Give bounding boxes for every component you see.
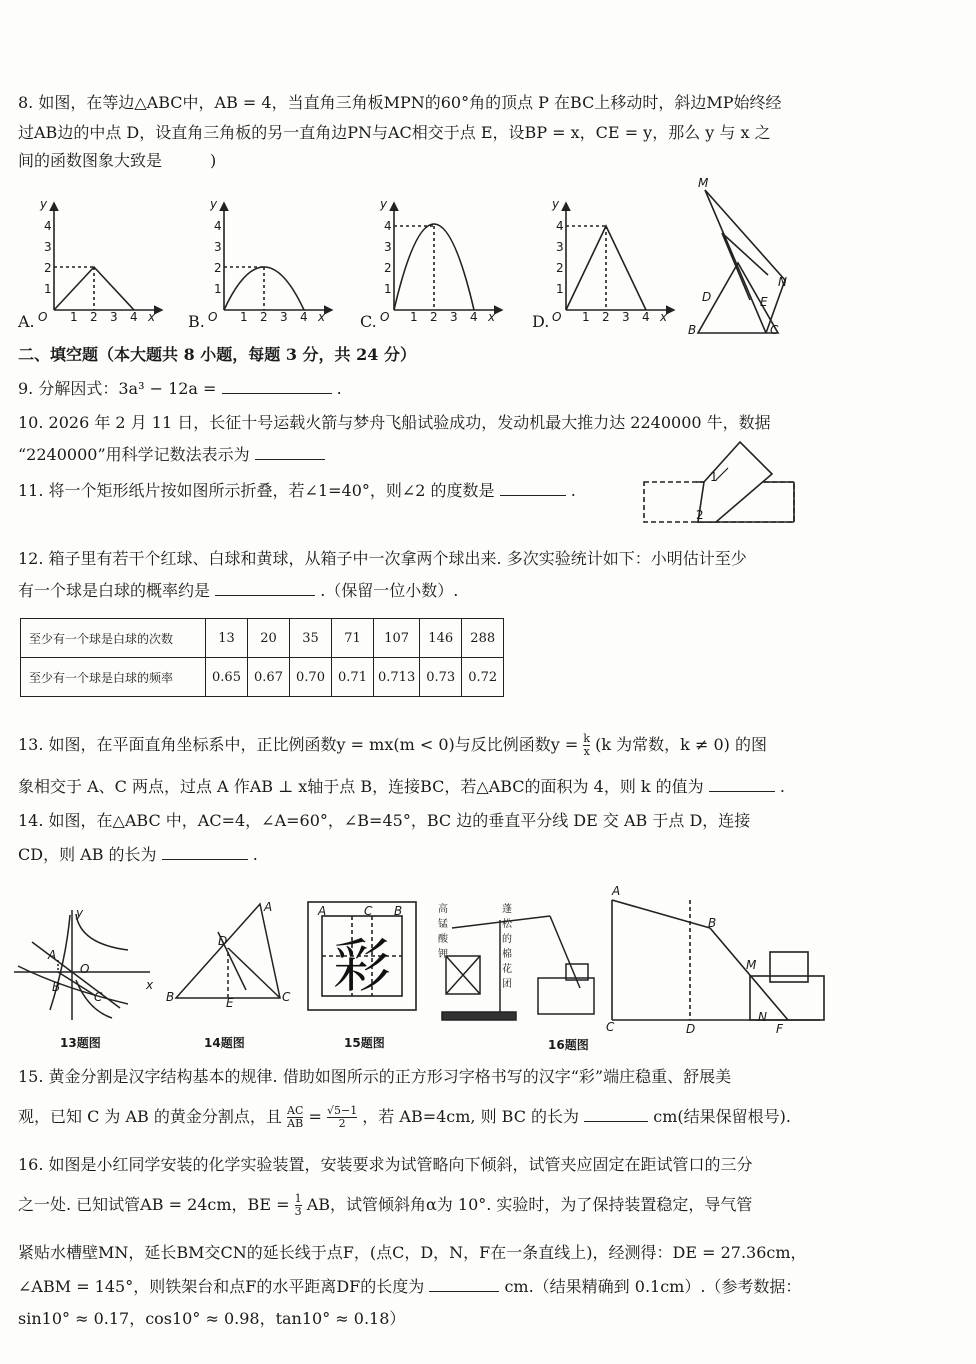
graph-b <box>224 203 332 310</box>
q13-answer-blank[interactable] <box>709 777 775 792</box>
fig16-caption: 16题图 <box>548 1038 589 1052</box>
fig13-caption: 13题图 <box>60 1036 101 1050</box>
q12-line1: 12. 箱子里有若干个红球、白球和黄球，从箱子中一次拿两个球出来. 多次实验统计如下：小明估计至少 <box>18 549 747 568</box>
q9-answer-blank[interactable] <box>222 379 332 394</box>
fig14 <box>176 904 280 998</box>
q10-line2: “2240000”用科学记数法表示为 <box>18 442 325 465</box>
q11-answer-blank[interactable] <box>500 481 566 496</box>
q11-angle2-label: 2 <box>696 508 704 522</box>
section-2-heading: 二、填空题（本大题共 8 小题，每题 3 分，共 24 分） <box>18 345 416 364</box>
q14-line1: 14. 如图，在△ABC 中，AC=4，∠A=60°，∠B=45°，BC 边的垂直平分线 DE 交 AB 于点 D，连接 <box>18 811 751 830</box>
q13-line1: 13. 如图，在平面直角坐标系中，正比例函数y = mx(m < 0)与反比例函数y = $\frac{k}{x}$ (k 为常数，k ≠ 0) 的图 <box>18 732 767 758</box>
option-c-label: C. <box>360 312 377 331</box>
q15-line1: 15. 黄金分割是汉字结构基本的规律. 借助如图所示的正方形习字格书写的汉字“彩”端庄稳重、舒展美 <box>18 1067 732 1086</box>
q16-line5: sin10° ≈ 0.17，cos10° ≈ 0.98，tan10° ≈ 0.18） <box>18 1309 406 1328</box>
q9: 9. 分解因式：3a³ − 12a = . <box>18 379 342 398</box>
q9-text: 9. 分解因式：3a³ − 12a = <box>18 379 217 398</box>
q16-line2: 之一处. 已知试管AB = 24cm，BE = $\frac{1}{3}$ AB，试管倾斜角α为 10°. 实验时，为了保持装置稳定，导气管 <box>18 1192 753 1218</box>
q10-line1: 10. 2026 年 2 月 11 日，长征十号运载火箭与梦舟飞船试验成功，发动机最大推力达 2240000 牛，数据 <box>18 413 771 432</box>
q14-answer-blank[interactable] <box>162 845 248 860</box>
graph-d <box>566 203 674 310</box>
q14-line2: CD，则 AB 的长为 . <box>18 845 258 864</box>
q16-line3: 紧贴水槽壁MN，延长BM交CN的延长线于点F，(点C，D，N，F在一条直线上)，经测得：DE = 27.36cm， <box>18 1243 807 1262</box>
q11: 11. 将一个矩形纸片按如图所示折叠，若∠1=40°，则∠2 的度数是 . <box>18 481 576 500</box>
q8-line1: 8. 如图，在等边△ABC中，AB = 4，当直角三角板MPN的60°角的顶点 P 在BC上移动时，斜边MP始终经 <box>18 93 782 112</box>
table-row: 至少有一个球是白球的次数 13 20 35 71 107 146 288 <box>21 619 504 658</box>
q13-line2: 象相交于 A、C 两点，过点 A 作AB ⊥ x轴于点 B，连接BC，若△ABC的面积为 4，则 k 的值为 . <box>18 777 785 796</box>
q8-triangle-figure <box>698 190 785 333</box>
fig14-caption: 14题图 <box>204 1036 245 1050</box>
q15-answer-blank[interactable] <box>584 1107 648 1122</box>
q12-table <box>20 618 504 697</box>
option-d-label: D. <box>532 312 550 331</box>
option-a-label: A. <box>18 312 35 331</box>
table-row: 至少有一个球是白球的频率 0.65 0.67 0.70 0.71 0.713 0.73 0.72 <box>21 658 504 697</box>
q8-line2: 过AB边的中点 D，设直角三角板的另一直角边PN与AC相交于点 E，设BP = x，CE = y，那么 y 与 x 之 <box>18 123 771 142</box>
fig16-diagram <box>612 900 824 1020</box>
graph-a <box>54 203 162 310</box>
q11-angle1-label: 1 <box>710 470 718 484</box>
q8-line3: 间的函数图象大致是 ) <box>18 151 217 170</box>
q11-text: 11. 将一个矩形纸片按如图所示折叠，若∠1=40°，则∠2 的度数是 <box>18 481 495 500</box>
fig16-apparatus <box>442 916 594 1020</box>
option-b-label: B. <box>188 312 205 331</box>
q11-fold-figure <box>636 440 806 532</box>
graph-c <box>394 203 502 310</box>
q16-line1: 16. 如图是小红同学安装的化学实验装置，安装要求为试管略向下倾斜，试管夹应固定在距试管口的三分 <box>18 1155 753 1174</box>
q16-line4: ∠ABM = 145°，则铁架台和点F的水平距离DF的长度为 cm.（结果精确到 0.1cm）.（参考数据： <box>18 1277 802 1296</box>
fig15-caption: 15题图 <box>344 1036 385 1050</box>
q12-answer-blank[interactable] <box>215 581 315 596</box>
q10-answer-blank[interactable] <box>255 445 325 460</box>
fig15-char: 彩 <box>332 932 392 1000</box>
q15-line2: 观，已知 C 为 AB 的黄金分割点，且 $\frac{AC}{AB}$ = $\frac{√5-1}{2}$ ，若 AB=4cm, 则 BC 的长为 cm(结果保留根号). <box>18 1104 791 1130</box>
q12-line2: 有一个球是白球的概率约是 .（保留一位小数）. <box>18 581 459 600</box>
figures-row <box>10 880 830 1030</box>
q16-answer-blank[interactable] <box>429 1277 499 1292</box>
